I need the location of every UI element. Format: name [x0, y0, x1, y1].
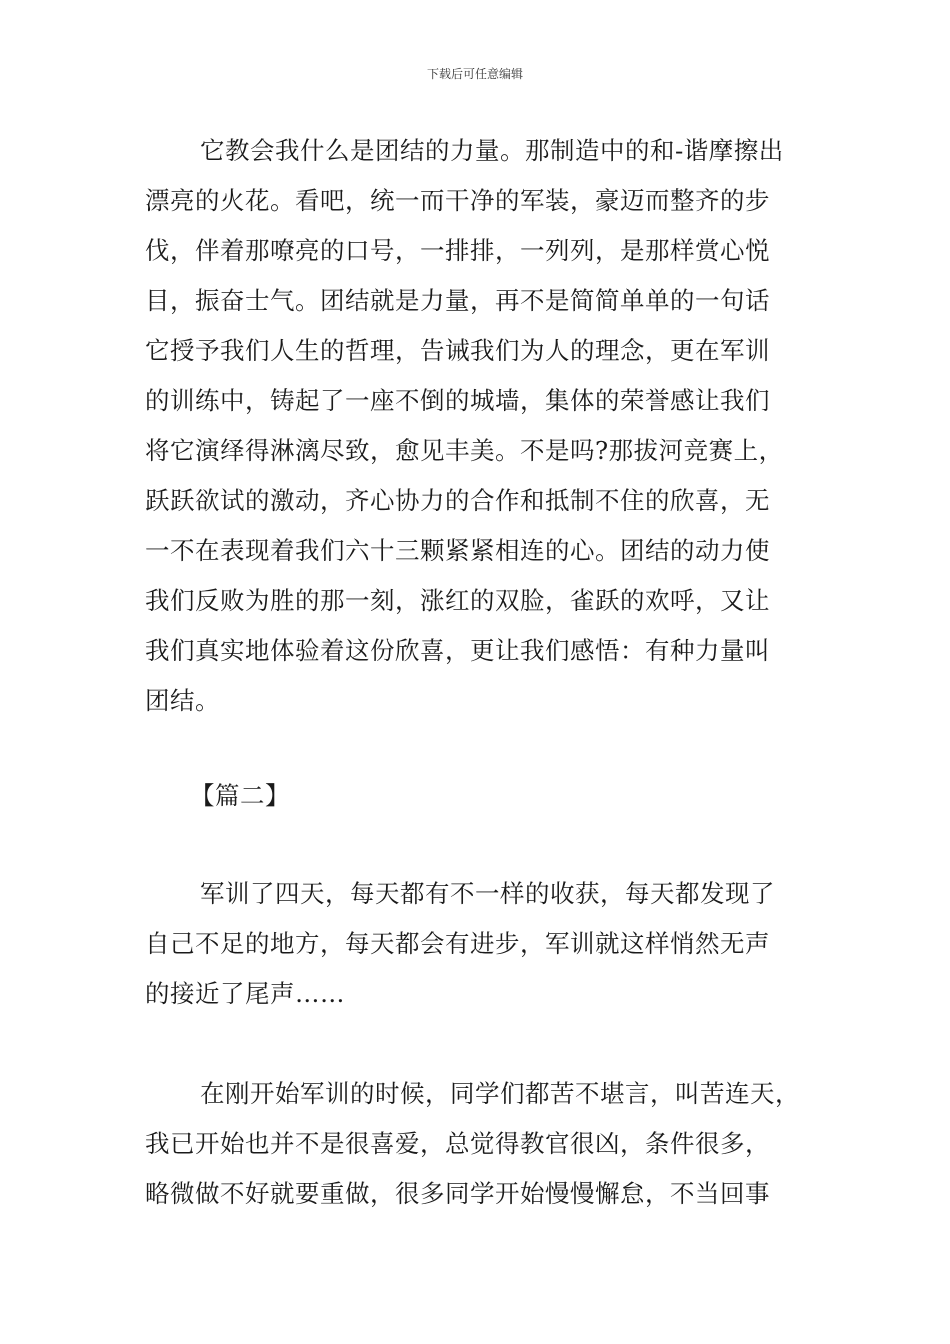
text-line: 军训了四天，每天都有不一样的收获，每天都发现了	[200, 879, 775, 908]
text-line: 漂亮的火花。看吧，统一而干净的军装，豪迈而整齐的步	[145, 186, 770, 215]
paragraph-2	[145, 869, 825, 1019]
text-line: 的训练中，铸起了一座不倒的城墙，集体的荣誉感让我们	[145, 386, 770, 415]
text-line: 我们真实地体验着这份欣喜，更让我们感悟：有种力量叫	[145, 636, 770, 665]
text-line: 我们反败为胜的那一刻，涨红的双脸，雀跃的欢呼，又让	[145, 586, 770, 615]
text-line: 跃跃欲试的激动，齐心协力的合作和抵制不住的欣喜，无	[145, 486, 770, 515]
text-line: 自己不足的地方，每天都会有进步，军训就这样悄然无声	[145, 929, 770, 958]
text-line: 团结。	[145, 686, 220, 715]
text-line: 它教会我什么是团结的力量。那制造中的和-谐摩擦出	[200, 136, 784, 165]
text-line: 将它演绎得淋漓尽致，愈见丰美。不是吗?那拔河竞赛上，	[145, 436, 784, 465]
text-line: 我已开始也并不是很喜爱，总觉得教官很凶，条件很多，	[145, 1129, 770, 1158]
text-line: 它授予我们人生的哲理，告诫我们为人的理念，更在军训	[145, 336, 770, 365]
text-line: 一不在表现着我们六十三颗紧紧相连的心。团结的动力使	[145, 536, 770, 565]
text-line: 在刚开始军训的时候，同学们都苦不堪言，叫苦连天，	[200, 1079, 800, 1108]
text-line: 伐，伴着那嘹亮的口号，一排排，一列列，是那样赏心悦	[145, 236, 770, 265]
text-line: 的接近了尾声……	[145, 979, 345, 1008]
section-heading	[145, 771, 825, 821]
text-line: 略微做不好就要重做，很多同学开始慢慢懈怠，不当回事	[145, 1179, 770, 1208]
page-header: 下载后可任意编辑	[426, 67, 523, 81]
text-line: 目，振奋士气。团结就是力量，再不是简简单单的一句话	[145, 286, 770, 315]
section-title: 【篇二】	[190, 781, 290, 810]
paragraph-3	[145, 1069, 825, 1219]
paragraph-1	[145, 126, 825, 726]
